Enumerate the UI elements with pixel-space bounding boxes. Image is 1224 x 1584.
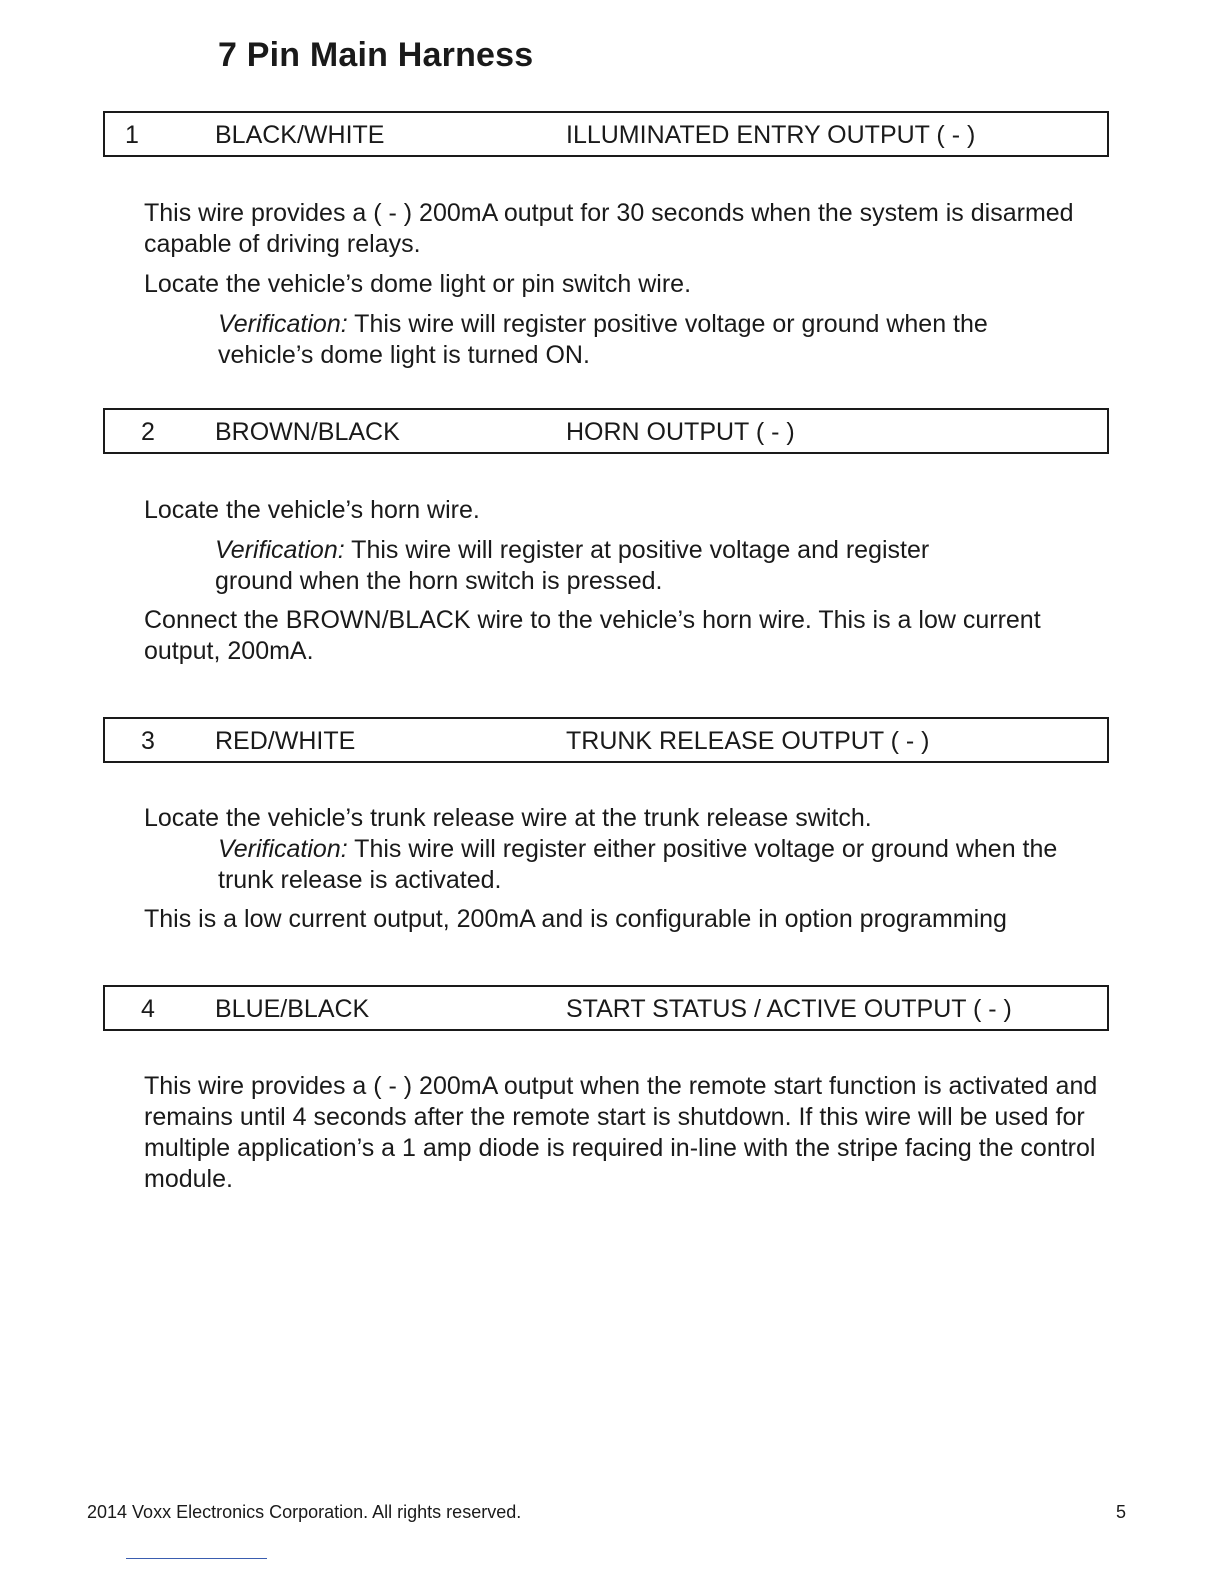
wire-3-locate: Locate the vehicle’s trunk release wire at the trunk release switch. — [144, 804, 872, 832]
footer-divider — [126, 1558, 267, 1559]
wire-1-locate: Locate the vehicle’s dome light or pin switch wire. — [144, 270, 692, 298]
wire-header-4 — [103, 985, 1109, 1031]
wire-header-3 — [103, 717, 1109, 763]
wire-3-note: This is a low current output, 200mA and is configurable in option programming — [144, 905, 1007, 933]
verification-label: Verification: — [215, 536, 345, 564]
page-number: 5 — [1116, 1502, 1127, 1522]
wire-function: START STATUS / ACTIVE OUTPUT ( - ) — [566, 995, 1012, 1023]
wire-2-verification — [215, 535, 975, 597]
wire-2-connect: Connect the BROWN/BLACK wire to the vehicle’s horn wire. This is a low current output, 200mA. — [144, 606, 1041, 665]
verification-label: Verification: — [218, 835, 348, 863]
wire-function: ILLUMINATED ENTRY OUTPUT ( - ) — [566, 121, 976, 149]
wire-header-1 — [103, 111, 1109, 157]
verification-label: Verification: — [218, 310, 348, 338]
wire-color: RED/WHITE — [215, 727, 356, 755]
page-title: 7 Pin Main Harness — [218, 36, 534, 74]
wire-pin-number: 3 — [141, 727, 155, 755]
verification-text: This wire will register positive voltage or ground when the vehicle’s dome light is turned ON. — [218, 310, 988, 369]
wire-color: BLUE/BLACK — [215, 995, 370, 1023]
footer-copyright: 2014 Voxx Electronics Corporation. All rights reserved. — [87, 1502, 522, 1522]
wire-4-description: This wire provides a ( - ) 200mA output when the remote start function is activated and remains until 4 seconds after the remote start is shutdown. If this wire will be used for multiple application’s a 1 amp diode is required in-line with the stripe facing the control module. — [144, 1072, 1098, 1193]
wire-color: BLACK/WHITE — [215, 121, 385, 149]
wire-pin-number: 2 — [141, 418, 155, 446]
wire-1-description: This wire provides a ( - ) 200mA output for 30 seconds when the system is disarmed capable of driving relays. — [144, 199, 1074, 258]
wire-color: BROWN/BLACK — [215, 418, 400, 446]
wire-2-locate: Locate the vehicle’s horn wire. — [144, 496, 480, 524]
wire-pin-number: 4 — [141, 995, 155, 1023]
wire-function: HORN OUTPUT ( - ) — [566, 418, 795, 446]
wire-function: TRUNK RELEASE OUTPUT ( - ) — [566, 727, 930, 755]
verification-text: This wire will register either positive voltage or ground when the trunk release is activated. — [218, 835, 1058, 894]
verification-text: This wire will register at positive voltage and register ground when the horn switch is pressed. — [215, 536, 930, 595]
wire-3-verification — [218, 834, 1058, 896]
wire-1-verification — [218, 309, 1078, 371]
wire-pin-number: 1 — [125, 121, 139, 149]
wire-header-2 — [103, 408, 1109, 454]
